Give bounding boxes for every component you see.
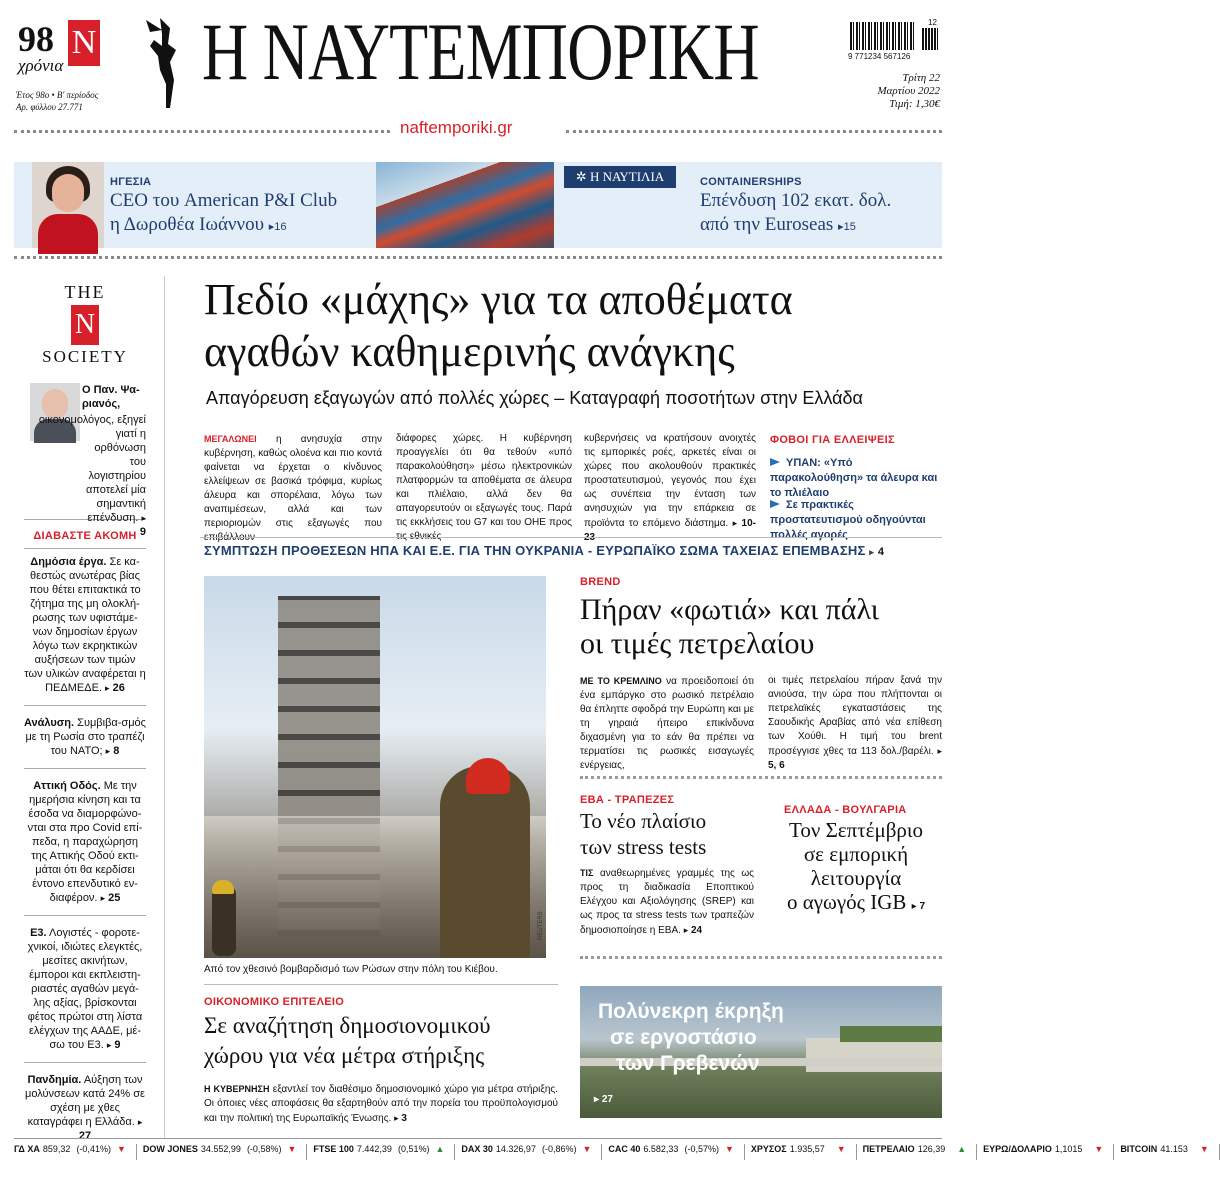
down-arrow-icon: ▼ [1199,1144,1209,1154]
teaser-left-line2[interactable]: η Δωροθέα Ιωάννου ▸16 [110,214,287,235]
ticker-item [461,1144,602,1160]
ticker-change: (-0,57%) [684,1144,719,1154]
edition-line2: Αρ. φύλλου 27.771 [16,102,83,112]
sidebar-item-e3[interactable]: Ε3. Λογιστές - φοροτε-χνικοί, ιδιώτες ελεγκτές, μεσίτες ακινήτων, έμποροι και εκπλειστη-ριαστές αγαθών μεγά-λης αξίας, βρίσκονται φέτος πρώτοι στη λίστα ελέγχων της ΑΑΔΕ, μέ-σω του Ε3. ▸ 9 [27,927,143,1051]
kiev-photo [204,576,546,958]
ticker-item [608,1144,745,1160]
website-link[interactable]: naftemporiki.gr [400,118,513,137]
photo-caption: Από τον χθεσινό βομβαρδισμό των Ρώσων στην πόλη του Κιέβου. [204,964,498,975]
lead-headline-line2[interactable]: αγαθών καθημερινής ανάγκης [204,327,735,376]
lead-column-2: διάφορες χώρες. Η κυβέρνηση προαγγελίει ότι θα τεθούν «υπό παρακολούθηση» μέσω ηλεκτρονικών πλατφορμών τα αποθέματα σε άλευρα και πλιέλαιο, αλλά δεν θα απαγορευτούν οι εξαγωγές τους. Παρά τις εκκλήσεις του G7 και του ΟΗΕ προς τις εθνικές [396,433,572,542]
ukraine-banner[interactable]: ΣΥΜΠΤΩΣΗ ΠΡΟΘΕΣΕΩΝ ΗΠΑ ΚΑΙ Ε.Ε. ΓΙΑ ΤΗΝ ΟΥΚΡΑΝΙΑ - ΕΥΡΩΠΑΪΚΟ ΣΩΜΑ ΤΑΧΕΙΑΣ ΕΠΕΜΒΑΣΗΣ ▸ 4 [204,543,885,558]
eba-headline-line2[interactable]: των stress tests [580,835,707,859]
date-month: Μαρτίου 2022 [877,85,940,97]
ticker-name: DAX 30 [461,1144,493,1154]
containers-photo [376,162,554,248]
edition-line1: Έτος 98ο • Β' περίοδος [16,90,99,100]
teaser-right-line2[interactable]: από την Euroseas ▸15 [700,214,856,235]
igb-kicker: ΕΛΛΑΔΑ - ΒΟΥΛΓΑΡΙΑ [784,804,907,816]
ticker-rule [14,1138,942,1139]
fears-kicker: ΦΟΒΟΙ ΓΙΑ ΕΛΛΕΙΨΕΙΣ [770,434,895,446]
ticker-change: (-0,41%) [76,1144,111,1154]
masthead [0,0,960,150]
sidebar-vertical-rule [164,276,165,1138]
fears-item-2[interactable]: Σε πρακτικές προστατευτισμού οδηγούνται πολλές αγορές [770,499,926,541]
arrow-icon [770,500,780,508]
ticker-value: 126,39 [917,1144,946,1154]
fears-item-1[interactable]: ΥΠΑΝ: «Υπό παρακολούθηση» τα άλευρα και το πλιέλαιο [770,457,938,499]
fiscal-headline-line1[interactable]: Σε αναζήτηση δημοσιονομικού [204,1013,491,1038]
ticker-item [751,1144,857,1160]
ticker-change: (-0,86%) [541,1144,577,1154]
brent-column-2: οι τιμές πετρελαίου πήραν ξανά την ανιούσα, την ώρα που πλήττονται οι πετρελαϊκές εγκαταστάσεις της Σαουδικής Αραβίας από νέα επίθεση των Χούθι. Η τιμή του brent προσέγγισε χθες τα 113 δολ./βαρέλι. ▸ 5, 6 [768,675,942,771]
teaser-left-kicker: ΗΓΕΣΙΑ [110,176,152,188]
lead-subhead: Απαγόρευση εξαγωγών από πολλές χώρες – Καταγραφή ποσοτήτων στην Ελλάδα [206,388,863,408]
brent-kicker: BREND [580,576,621,588]
igb-rule [580,956,942,959]
teaser-left-line1[interactable]: CEO του American P&I Club [110,190,338,211]
ticker-item [313,1144,455,1160]
sidebar-divider [24,768,146,769]
teaser-strip [14,162,942,248]
years-label: χρόνια [18,56,64,75]
sidebar [24,282,146,1142]
ticker-name: ΕΥΡΩ/ΔΟΛΑΡΙΟ [983,1144,1052,1154]
ticker-value: 1.935,57 [789,1144,825,1154]
nautilia-badge[interactable]: ✲ Η ΝΑΥΤΙΛΙΑ [564,166,676,188]
society-brand-top: THE [64,282,106,302]
ticker-name: ΓΔ ΧΑ [14,1144,40,1154]
ticker-item [14,1144,137,1160]
eba-headline-line1[interactable]: Το νέο πλαίσιο [580,809,707,833]
ticker-name: ΠΕΤΡΕΛΑΙΟ [862,1144,915,1154]
down-arrow-icon: ▼ [116,1144,126,1154]
grevena-line3: των Γρεβενών [616,1052,760,1075]
sidebar-divider [24,1062,146,1063]
sidebar-item-pandemic[interactable]: Πανδημία. Αύξηση των μολύνσεων κατά 24% σε σχέση με χθες καταγράφει η Ελλάδα. ▸ 27 [25,1074,145,1142]
brent-rule [580,776,942,779]
ticker-value: 14.326,97 [495,1144,536,1154]
ticker-name: CAC 40 [608,1144,641,1154]
ticker-value: 1,1015 [1054,1144,1083,1154]
brent-headline-line2[interactable]: οι τιμές πετρελαίου [580,627,815,660]
down-arrow-icon: ▼ [582,1144,592,1154]
fiscal-headline-line2[interactable]: χώρου για νέα μέτρα στήριξης [204,1043,485,1068]
down-arrow-icon: ▼ [836,1144,846,1154]
years-logo-icon: N [68,20,100,66]
ticker-item [1120,1144,1219,1160]
arrow-icon [770,458,780,466]
grevena-page: ▸ 27 [594,1094,613,1105]
teaser-right-line1[interactable]: Επένδυση 102 εκατ. δολ. [700,190,892,211]
igb-headline[interactable]: Τον Σεπτέμβριο σε εμπορική λειτουργία ο αγωγός IGB ▸ 7 [787,818,925,914]
society-brand-bottom: SOCIETY [42,347,128,366]
grevena-line2: σε εργοστάσιο [610,1026,757,1049]
ticker-name: BITCOIN [1120,1144,1158,1154]
read-more-title: ΔΙΑΒΑΣΤΕ ΑΚΟΜΗ [33,530,137,542]
sidebar-divider [24,915,146,916]
years-number: 98 [18,19,54,59]
ticker-change: (-0,58%) [246,1144,282,1154]
ticker-value: 41.153 [1160,1144,1188,1154]
sidebar-item-public-works[interactable]: Δημόσια έργα. Σε κα-θεστώς ανωτέρας βίας που θέτει επιτακτικά το ζήτημα της μη ολοκλή-ρωσης των υφιστάμε-νων δημοσίων έργων λόγω των εκρηκτικών αυξήσεων των τιμών των υλικών αναφέρεται η ΠΕΔΜΕΔΕ. ▸ 26 [24,556,146,694]
profile-text: οικονομολόγος, εξηγεί γιατί η ορθόνωση του λογιστηρίου αποτελεί μία σημαντική επένδυση. ▸ 9 [38,414,146,538]
fiscal-kicker: ΟΙΚΟΝΟΜΙΚΟ ΕΠΙΤΕΛΕΙΟ [204,996,345,1008]
photo-credit: REUTERS [538,911,544,940]
ticker-item [983,1144,1114,1160]
masthead-rule-right [566,130,942,133]
barcode-icon [850,22,916,50]
ticker-value: 34.552,99 [200,1144,241,1154]
up-arrow-icon: ▲ [957,1144,967,1154]
down-arrow-icon: ▼ [287,1144,297,1154]
sidebar-divider [24,705,146,706]
lead-column-3: κυβερνήσεις να κρατήσουν ανοιχτές τις εμπορικές ροές, αρκετές είναι οι χώρες που ακολουθούν πρακτικές προστατευτισμού, γεγονός που έχει ως συνέπεια την ένταση των ανησυχιών για την επάρκεια σε προϊόντα το επόμενο διάστημα. ▸ 10-23 [584,433,756,543]
ticker-value: 7.442,39 [356,1144,392,1154]
ticker-change: (0,51%) [397,1144,430,1154]
ticker-value: 859,32 [42,1144,71,1154]
price: Τιμή: 1,30€ [889,98,940,110]
market-ticker [14,1144,1209,1160]
society-logo-icon: N [71,305,99,345]
teaser-rule [14,256,942,259]
brent-headline-line1[interactable]: Πήραν «φωτιά» και πάλι [580,593,879,626]
up-arrow-icon: ▲ [435,1144,445,1154]
brent-column-1: ΜΕ ΤΟ ΚΡΕΜΛΙΝΟ να προειδοποιεί ότι ένα εμπάργκο στο ρωσικό πετρέλαιο θα έπληττε σφοδρά την Ευρώπη και με τη γηραιά ήπειρο επικίνδυνα διχασμένη για το εάν θα πρέπει να τερματίσει τις ρωσικές εισαγωγές ενέργειας, [580,676,755,771]
sidebar-item-analysis[interactable]: Ανάλυση. Συμβιβα-σμός με τη Ρωσία στο τραπέζι του ΝΑΤΟ; ▸ 8 [24,717,146,757]
profile-name: Ο Παν. Ψα-ριανός, [82,384,140,410]
avatar [32,162,104,248]
ticker-name: DOW JONES [142,1144,198,1154]
banner-rule-top [200,537,942,538]
down-arrow-icon: ▼ [1094,1144,1104,1154]
fiscal-body: Η ΚΥΒΕΡΝΗΣΗ εξαντλεί τον διαθέσιμο δημοσιονομικό χώρο για μέτρα στήριξης. Οι όποιες νέες αποφάσεις θα εξαρτηθούν από την πορεία του προϋπολογισμού και την πολιτική της Ευρωπαϊκής Ένωσης. ▸ 3 [204,1084,558,1124]
barcode-addon-icon [922,28,938,50]
grevena-photo[interactable] [580,986,942,1118]
wheel-icon: ✲ [575,169,587,184]
fiscal-rule [204,984,558,985]
sidebar-divider [24,548,146,549]
eba-kicker: ΕΒΑ - ΤΡΑΠΕΖΕΣ [580,794,675,806]
lead-headline-line1[interactable]: Πεδίο «μάχης» για τα αποθέματα [204,275,793,324]
grevena-line1: Πολύνεκρη έκρηξη [598,1000,784,1023]
masthead-rule-left [14,130,390,133]
ticker-value: 6.582,33 [643,1144,679,1154]
eba-body: ΤΙΣ αναθεωρημένες γραμμές της ως προς τη διαδικασία Εποπτικού Ελέγχου και Αξιολόγησης (SREP) και ως προς τα stress tests των τραπεζών δημοσιοποίησε η ΕΒΑ. ▸ 24 [580,868,755,936]
teaser-right-kicker: CONTAINERSHIPS [700,176,802,188]
hermes-logo-icon [140,10,200,120]
down-arrow-icon: ▼ [724,1144,734,1154]
date-day: Τρίτη 22 [902,72,940,84]
ticker-item [143,1144,308,1160]
ticker-item [863,1144,977,1160]
masthead-title: Η ΝΑΥΤΕΜΠΟΡΙΚΗ [202,6,759,97]
barcode-issue: 12 [928,18,937,27]
ticker-name: ΧΡΥΣΟΣ [750,1144,787,1154]
barcode-number: 9 771234 567126 [848,52,911,61]
sidebar-item-attiki-odos[interactable]: Αττική Οδός. Με την ημερήσια κίνηση και τα έσοδα να διαμορφώνο-νται στα προ Covid επί-πεδα, η παραχώρηση της Αττικής Οδού εκτι-μάται ότι θα κερδίσει έντονο επενδυτικό εν-διαφέρον. ▸ 25 [27,780,143,904]
ticker-name: FTSE 100 [313,1144,354,1154]
lead-column-1: ΜΕΓΑΛΩΝΕΙ η ανησυχία στην κυβέρνηση, καθώς ολοένα και πιο κοντά φαίνεται να έρχεται ο κίνδυνος ελλείψεων σε βασικά τρόφιμα, κυρίως άλευρα και σπορέλαια, λόγω των αναπιμέσεων, αλλά και των περιοριομών στις εξαγωγές που επιβάλλουν [204,434,383,543]
